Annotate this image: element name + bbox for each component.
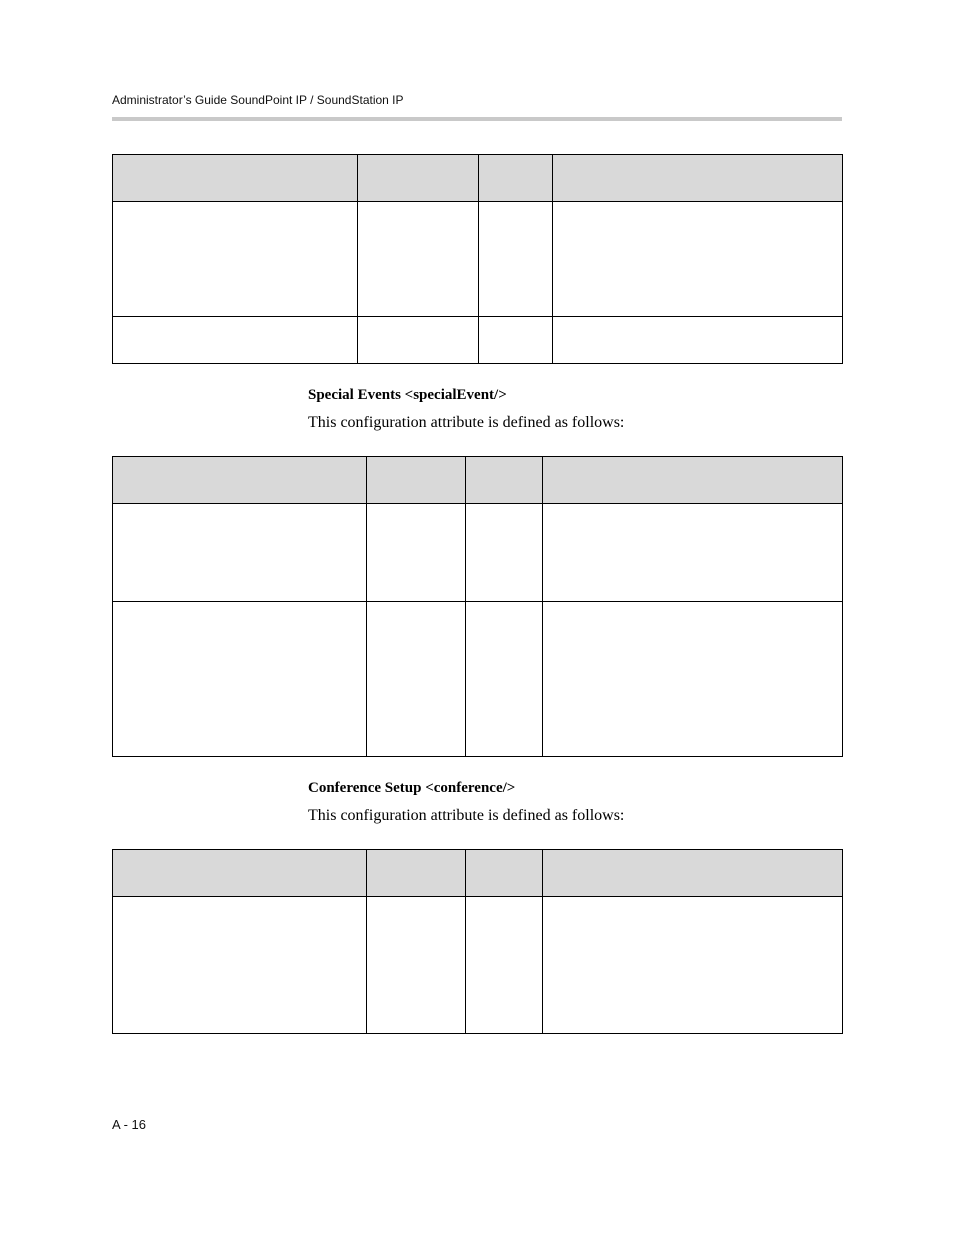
table-cell xyxy=(466,897,543,1034)
running-header: Administrator’s Guide SoundPoint IP / SoundStation IP xyxy=(112,93,404,107)
section-title-special-events: Special Events <specialEvent/> xyxy=(308,387,507,403)
section-title-conference-setup: Conference Setup <conference/> xyxy=(308,780,516,796)
table-row xyxy=(113,317,843,364)
header-cell xyxy=(479,155,553,202)
header-cell xyxy=(367,850,466,897)
table-cell xyxy=(553,317,843,364)
table-cell xyxy=(466,504,543,602)
table-cell xyxy=(479,202,553,317)
table-row xyxy=(113,897,843,1034)
table-cell xyxy=(367,504,466,602)
table-cell xyxy=(113,897,367,1034)
conference-setup-table xyxy=(112,849,843,1034)
table-header-row xyxy=(113,155,843,202)
header-cell xyxy=(543,457,843,504)
table-row xyxy=(113,504,843,602)
table-cell xyxy=(358,202,479,317)
special-events-table xyxy=(112,456,843,757)
header-rule xyxy=(112,117,842,121)
table-cell xyxy=(479,317,553,364)
header-cell xyxy=(553,155,843,202)
table-row xyxy=(113,202,843,317)
table-cell xyxy=(113,504,367,602)
header-cell xyxy=(466,457,543,504)
table-cell xyxy=(543,897,843,1034)
table-cell xyxy=(367,602,466,757)
table-cell xyxy=(553,202,843,317)
table-header-row xyxy=(113,850,843,897)
table-cell xyxy=(367,897,466,1034)
table-cell xyxy=(543,504,843,602)
section-description-conference-setup: This configuration attribute is defined as follows: xyxy=(308,807,625,824)
table-cell xyxy=(113,317,358,364)
section-description-special-events: This configuration attribute is defined as follows: xyxy=(308,414,625,431)
table-header-row xyxy=(113,457,843,504)
page-number: A - 16 xyxy=(112,1117,146,1132)
header-cell xyxy=(113,457,367,504)
table-cell xyxy=(113,602,367,757)
table-cell xyxy=(543,602,843,757)
table-row xyxy=(113,602,843,757)
header-cell xyxy=(358,155,479,202)
header-cell xyxy=(543,850,843,897)
header-cell xyxy=(466,850,543,897)
attribute-table-continued xyxy=(112,154,843,364)
header-cell xyxy=(113,850,367,897)
header-cell xyxy=(367,457,466,504)
table-cell xyxy=(113,202,358,317)
table-cell xyxy=(358,317,479,364)
header-cell xyxy=(113,155,358,202)
table-cell xyxy=(466,602,543,757)
